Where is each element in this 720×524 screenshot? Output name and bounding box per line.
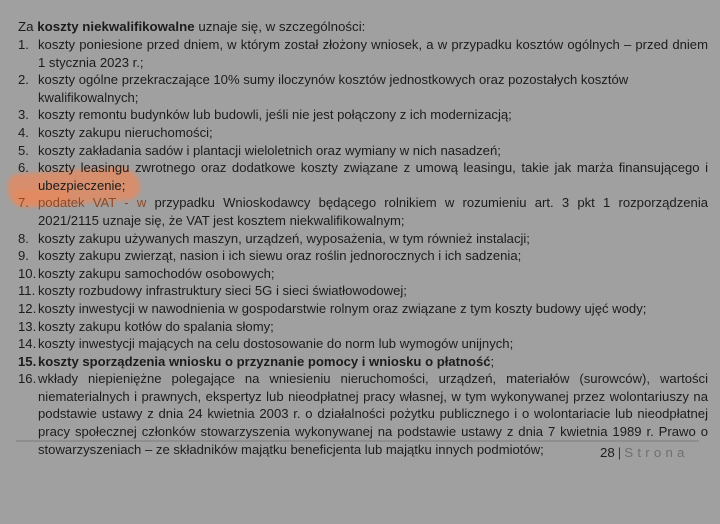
- item-number: 3.: [18, 107, 29, 123]
- item-number: 7.: [18, 195, 29, 211]
- list-item: [18, 71, 708, 106]
- intro-bold-term: koszty niekwalifikowalne: [37, 19, 195, 34]
- list-item: [18, 142, 708, 160]
- item-number: 15.: [18, 353, 37, 369]
- item-text: koszty ogólne przekraczające 10% sumy iloczynów kosztów jednostkowych oraz pozostałych kosztów kwalifikowalnych;: [38, 72, 629, 105]
- item-text-rest: przypadku Wnioskodawcy będącego rolnikiem w rozumieniu art. 3 pkt 1 rozporządzenia 2021/2115 uznaje się, że VAT jest kosztem niekwalifikowalnym;: [38, 195, 709, 228]
- item-number: 13.: [18, 318, 37, 334]
- item-number: 1.: [18, 37, 29, 52]
- item-text: koszty zakupu zwierząt, nasion i ich siewu oraz roślin jednorocznych i ich sadzenia;: [38, 248, 522, 264]
- item-text: koszty rozbudowy infrastruktury sieci 5G i sieci światłowodowej;: [38, 283, 407, 299]
- list-item: [18, 124, 708, 142]
- item-text: koszty poniesione przed dniem, w którym został złożony wniosek, a w przypadku kosztów ogólnych – przed dniem 1 stycznia 2023 r.;: [38, 37, 708, 70]
- item-number: 5.: [18, 142, 29, 158]
- item-text: koszty zakupu nieruchomości;: [38, 124, 213, 140]
- list-item: [18, 300, 708, 318]
- page-number: 28: [600, 445, 615, 460]
- item-text: [38, 353, 708, 371]
- intro-paragraph: [18, 19, 365, 35]
- footer-separator: |: [617, 445, 622, 460]
- item-number: 12.: [18, 300, 37, 316]
- item-text: koszty inwestycji mających na celu dostosowanie do norm lub wymogów unijnych;: [38, 336, 514, 352]
- item-number: 6.: [18, 160, 29, 176]
- list-item: [18, 230, 708, 248]
- item-number: 9.: [18, 248, 29, 264]
- item-number: 2.: [18, 72, 29, 88]
- item-text: koszty remontu budynków lub budowli, jeśli nie jest połączony z ich modernizacją;: [38, 107, 512, 123]
- item-number: 4.: [18, 124, 29, 140]
- item-text: wkłady niepieniężne polegające na wniesieniu nieruchomości, urządzeń, materiałów (surowców), wartości niematerialnych i prawnych, ekspertyz lub nieodpłatnej pracy własnej, w tym wykonywanej przez wolontariuszy na podstawie ustawy z dnia 24 kwietnia 2003 r. o działalności pożytku publicznego i o wolontariacie lub nieodpłatnej pracy społecznej członków stowarzyszenia wykonywanej na podstawie ustawy z dnia 7 kwietnia 1989 r. Prawo o stowarzyszeniach – ze składników majątku beneficjenta lub majątku innych podmiotów;: [38, 371, 708, 457]
- item-number: 14.: [18, 336, 37, 352]
- list-item: [18, 159, 708, 194]
- item-text-suffix: ;: [490, 353, 495, 369]
- list-item: [18, 36, 708, 71]
- item-number: 16.: [18, 371, 37, 387]
- intro-prefix: Za: [18, 19, 38, 34]
- page-footer: [600, 445, 689, 460]
- item-text: koszty zakupu kotłów do spalania słomy;: [38, 318, 274, 334]
- footer-divider: [16, 440, 699, 442]
- item-text: koszty leasingu zwrotnego oraz dodatkowe koszty związane z umową leasingu, takie jak marża finansującego i ubezpieczenie;: [38, 160, 708, 193]
- item-number: 10.: [18, 265, 37, 281]
- intro-suffix: uznaje się, w szczególności:: [194, 19, 366, 34]
- item-text: koszty inwestycji w nawodnienia w gospodarstwie rolnym oraz związane z tym koszty budowy ujęć wody;: [38, 300, 647, 316]
- list-item: [18, 106, 708, 124]
- item-text: koszty zakupu samochodów osobowych;: [38, 265, 275, 281]
- item-text: [38, 194, 708, 229]
- list-item-highlighted: [18, 194, 708, 229]
- list-item: [18, 247, 708, 265]
- item-text: koszty zakładania sadów i plantacji wieloletnich oraz wymiany w nich nasadzeń;: [38, 142, 501, 158]
- highlighted-text: podatek VAT - w: [38, 195, 147, 211]
- item-text: koszty zakupu używanych maszyn, urządzeń, wyposażenia, w tym również instalacji;: [38, 230, 530, 246]
- item-text-bold: koszty sporządzenia wniosku o przyznanie pomocy i wniosku o płatność: [38, 353, 491, 369]
- item-number: 11.: [18, 283, 36, 299]
- list-item: [18, 282, 708, 300]
- list-item-bold: [18, 353, 708, 371]
- ineligible-costs-list: [18, 36, 708, 458]
- item-number: 8.: [18, 230, 29, 246]
- page-label: Strona: [624, 445, 689, 460]
- list-item: [18, 335, 708, 353]
- list-item: [18, 318, 708, 336]
- list-item: [18, 265, 708, 283]
